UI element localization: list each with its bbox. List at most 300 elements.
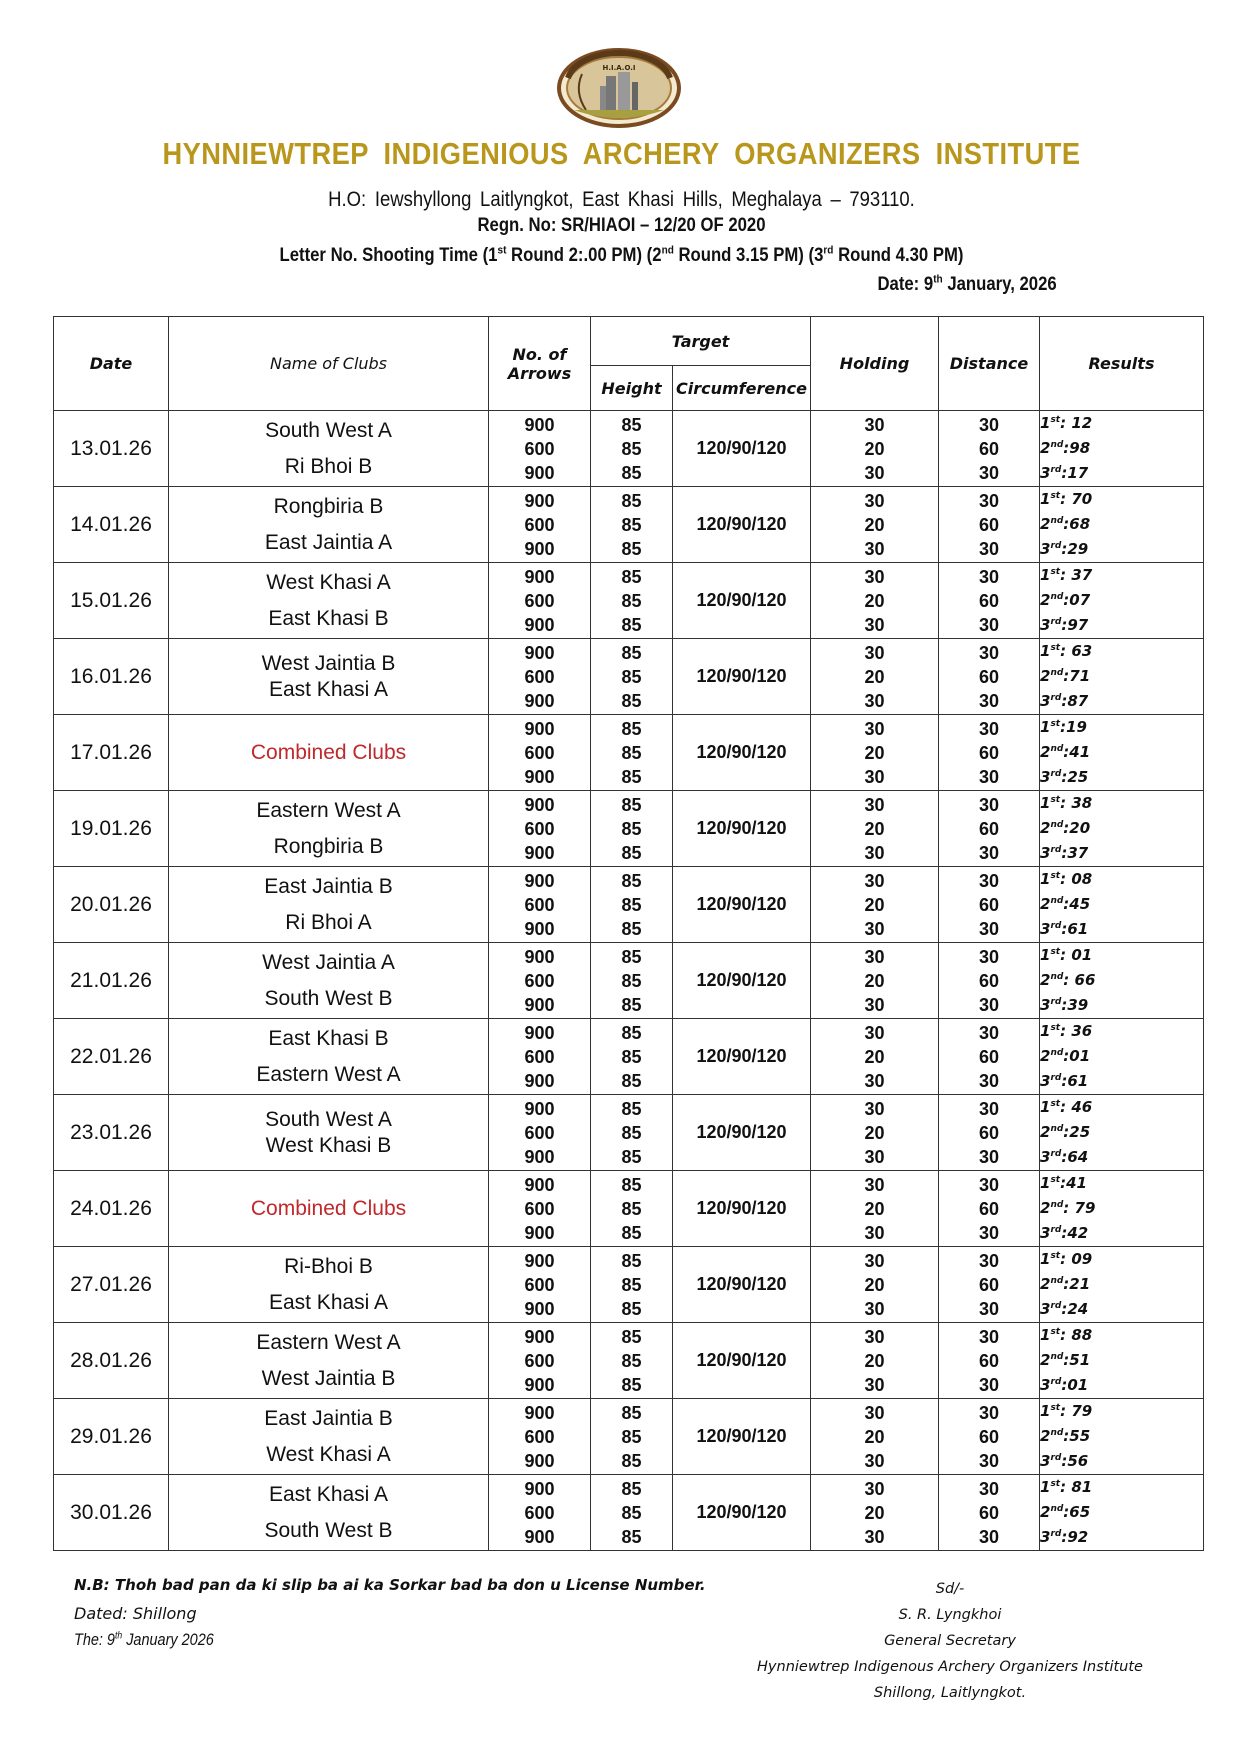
distance-value: 60 (978, 1350, 1000, 1371)
distance-value: 60 (978, 514, 1000, 535)
arrows-value: 600 (524, 818, 555, 839)
date-cell: 27.01.26 (54, 1247, 169, 1323)
arrows-value: 900 (524, 1070, 555, 1091)
result-entry: 1st: 70 (1040, 490, 1093, 508)
distance-cell (939, 487, 1040, 563)
date-cell: 30.01.26 (54, 1475, 169, 1551)
result-entry: 3rd:42 (1040, 1224, 1089, 1242)
height-value: 85 (621, 1022, 642, 1043)
distance-value: 60 (978, 1198, 1000, 1219)
arrows-value: 600 (524, 438, 555, 459)
distance-value: 30 (978, 566, 1000, 587)
arrows-value: 600 (524, 1198, 555, 1219)
distance-value: 30 (978, 1478, 1000, 1499)
height-cell (591, 1247, 673, 1323)
height-value: 85 (621, 918, 642, 939)
result-entry: 2nd:68 (1040, 515, 1091, 533)
club-name: Combined Clubs (250, 1196, 407, 1220)
distance-cell (939, 791, 1040, 867)
schedule-row (54, 563, 1204, 639)
club-name: Eastern West A (256, 1330, 401, 1354)
club-name: South West B (264, 986, 393, 1010)
holding-value: 30 (864, 462, 885, 483)
club-name: South West B (264, 1518, 393, 1542)
holding-cell (811, 1095, 939, 1171)
result-entry: 1st:19 (1040, 718, 1087, 736)
date-cell: 22.01.26 (54, 1019, 169, 1095)
result-entry: 1st: 79 (1040, 1402, 1093, 1420)
distance-value: 60 (978, 590, 1000, 611)
distance-value: 30 (978, 1450, 1000, 1471)
distance-value: 60 (978, 1122, 1000, 1143)
result-entry: 3rd:56 (1040, 1452, 1089, 1470)
distance-value: 30 (978, 538, 1000, 559)
results-cell (1040, 1171, 1204, 1247)
club-name: South West A (265, 418, 392, 442)
result-entry: 2nd:20 (1040, 819, 1091, 837)
date-cell: 29.01.26 (54, 1399, 169, 1475)
schedule-row (54, 1171, 1204, 1247)
club-name: East Jaintia B (264, 1406, 393, 1430)
arrows-value: 600 (524, 514, 555, 535)
schedule-row (54, 943, 1204, 1019)
clubs-cell (169, 563, 489, 639)
schedule-table (53, 316, 1204, 1551)
circumference-cell: 120/90/120 (673, 1095, 811, 1171)
club-name: East Jaintia A (264, 530, 393, 554)
height-value: 85 (621, 1326, 642, 1347)
holding-value: 30 (864, 1250, 885, 1271)
header-name-of-clubs: Name of Clubs (169, 317, 489, 411)
distance-value: 60 (978, 666, 1000, 687)
distance-cell (939, 1399, 1040, 1475)
header-distance: Distance (939, 317, 1040, 411)
holding-value: 20 (864, 590, 885, 611)
club-name: East Khasi A (268, 1290, 389, 1314)
arrows-value: 600 (524, 666, 555, 687)
arrows-value: 900 (524, 1250, 555, 1271)
holding-value: 20 (864, 742, 885, 763)
height-cell (591, 943, 673, 1019)
distance-cell (939, 639, 1040, 715)
result-entry: 3rd:24 (1040, 1300, 1089, 1318)
header-date: Date (54, 317, 169, 411)
distance-value: 30 (978, 994, 1000, 1015)
holding-value: 30 (864, 918, 885, 939)
nota-bene-note: N.B: Thoh bad pan da ki slip ba ai ka Sorkar bad ba don u License Number. (74, 1576, 706, 1594)
result-entry: 1st: 37 (1040, 566, 1093, 584)
result-entry: 2nd:65 (1040, 1503, 1091, 1521)
result-entry: 2nd:51 (1040, 1351, 1091, 1369)
clubs-cell (169, 1323, 489, 1399)
clubs-cell (169, 791, 489, 867)
arrows-value: 900 (524, 766, 555, 787)
arrows-value: 900 (524, 462, 555, 483)
date-cell: 23.01.26 (54, 1095, 169, 1171)
holding-value: 30 (864, 1374, 885, 1395)
height-value: 85 (621, 870, 642, 891)
schedule-row (54, 411, 1204, 487)
arrows-value: 600 (524, 894, 555, 915)
result-entry: 3rd:29 (1040, 540, 1089, 558)
result-entry: 3rd:87 (1040, 692, 1089, 710)
distance-cell (939, 867, 1040, 943)
distance-value: 60 (978, 438, 1000, 459)
holding-value: 30 (864, 490, 885, 511)
schedule-row (54, 867, 1204, 943)
arrows-value: 900 (524, 1298, 555, 1319)
clubs-cell (169, 1475, 489, 1551)
signatory-organization: Hynniewtrep Indigenous Archery Organizers Institute (757, 1659, 1143, 1675)
height-cell (591, 1171, 673, 1247)
height-value: 85 (621, 642, 642, 663)
clubs-cell (169, 639, 489, 715)
distance-value: 30 (978, 1098, 1000, 1119)
results-cell (1040, 1475, 1204, 1551)
schedule-row (54, 1475, 1204, 1551)
holding-value: 30 (864, 1526, 885, 1547)
club-name: Ri-Bhoi B (284, 1254, 373, 1278)
distance-value: 30 (978, 1022, 1000, 1043)
height-cell (591, 411, 673, 487)
arrows-value: 900 (524, 870, 555, 891)
club-name: Ri Bhoi B (284, 454, 373, 478)
holding-value: 30 (864, 414, 885, 435)
arrows-value: 900 (524, 1374, 555, 1395)
date-cell: 15.01.26 (54, 563, 169, 639)
arrows-value: 900 (524, 1174, 555, 1195)
height-value: 85 (621, 666, 642, 687)
club-name: West Khasi B (265, 1133, 392, 1157)
result-entry: 3rd:17 (1040, 464, 1089, 482)
header-results: Results (1040, 317, 1204, 411)
date-cell: 19.01.26 (54, 791, 169, 867)
result-entry: 3rd:25 (1040, 768, 1089, 786)
height-value: 85 (621, 894, 642, 915)
signatory-location: Shillong, Laitlyngkot. (873, 1685, 1027, 1701)
arrows-value: 900 (524, 1450, 555, 1471)
height-value: 85 (621, 1098, 642, 1119)
distance-value: 30 (978, 642, 1000, 663)
arrows-cell (489, 1171, 591, 1247)
holding-value: 30 (864, 1146, 885, 1167)
club-name: West Khasi A (266, 570, 391, 594)
result-entry: 2nd:41 (1040, 743, 1091, 761)
distance-value: 30 (978, 1146, 1000, 1167)
holding-value: 30 (864, 642, 885, 663)
distance-value: 30 (978, 842, 1000, 863)
arrows-value: 600 (524, 1502, 555, 1523)
result-entry: 1st: 63 (1040, 642, 1093, 660)
height-value: 85 (621, 514, 642, 535)
distance-cell (939, 411, 1040, 487)
clubs-cell (169, 487, 489, 563)
result-entry: 3rd:39 (1040, 996, 1089, 1014)
distance-value: 30 (978, 1326, 1000, 1347)
distance-cell (939, 1019, 1040, 1095)
height-value: 85 (621, 1122, 642, 1143)
clubs-cell (169, 1171, 489, 1247)
arrows-cell (489, 487, 591, 563)
result-entry: 2nd:25 (1040, 1123, 1091, 1141)
circumference-cell: 120/90/120 (673, 1019, 811, 1095)
holding-value: 30 (864, 718, 885, 739)
height-cell (591, 639, 673, 715)
clubs-cell (169, 943, 489, 1019)
height-value: 85 (621, 1274, 642, 1295)
result-entry: 1st: 38 (1040, 794, 1093, 812)
height-cell (591, 563, 673, 639)
club-name: Eastern West A (256, 798, 401, 822)
club-name: East Khasi B (268, 606, 389, 630)
result-entry: 1st: 46 (1040, 1098, 1093, 1116)
date-cell: 24.01.26 (54, 1171, 169, 1247)
club-name: West Khasi A (266, 1442, 391, 1466)
holding-cell (811, 563, 939, 639)
arrows-value: 900 (524, 994, 555, 1015)
holding-cell (811, 411, 939, 487)
schedule-row (54, 1019, 1204, 1095)
distance-value: 60 (978, 894, 1000, 915)
height-value: 85 (621, 1046, 642, 1067)
organization-logo (556, 48, 682, 128)
arrows-value: 600 (524, 1046, 555, 1067)
height-value: 85 (621, 462, 642, 483)
arrows-value: 600 (524, 970, 555, 991)
height-cell (591, 867, 673, 943)
clubs-cell (169, 1247, 489, 1323)
result-entry: 2nd:45 (1040, 895, 1091, 913)
height-value: 85 (621, 818, 642, 839)
height-value: 85 (621, 794, 642, 815)
schedule-row (54, 639, 1204, 715)
distance-value: 60 (978, 818, 1000, 839)
height-value: 85 (621, 1374, 642, 1395)
distance-value: 30 (978, 794, 1000, 815)
result-entry: 1st: 12 (1040, 414, 1093, 432)
arrows-value: 900 (524, 794, 555, 815)
holding-value: 30 (864, 766, 885, 787)
height-cell (591, 1323, 673, 1399)
holding-cell (811, 487, 939, 563)
date-cell: 28.01.26 (54, 1323, 169, 1399)
height-value: 85 (621, 1174, 642, 1195)
arrows-value: 900 (524, 538, 555, 559)
club-name: East Khasi B (268, 1026, 389, 1050)
holding-cell (811, 1475, 939, 1551)
results-cell (1040, 715, 1204, 791)
clubs-cell (169, 1399, 489, 1475)
holding-value: 20 (864, 970, 885, 991)
schedule-row (54, 1095, 1204, 1171)
height-value: 85 (621, 690, 642, 711)
results-cell (1040, 487, 1204, 563)
distance-value: 60 (978, 1046, 1000, 1067)
result-entry: 1st:41 (1040, 1174, 1087, 1192)
holding-cell (811, 1399, 939, 1475)
arrows-value: 900 (524, 842, 555, 863)
arrows-cell (489, 1247, 591, 1323)
distance-value: 30 (978, 870, 1000, 891)
club-name: East Khasi A (268, 677, 389, 701)
holding-value: 30 (864, 690, 885, 711)
results-cell (1040, 1399, 1204, 1475)
result-entry: 2nd:07 (1040, 591, 1091, 609)
arrows-value: 900 (524, 1146, 555, 1167)
arrows-value: 900 (524, 566, 555, 587)
arrows-cell (489, 715, 591, 791)
height-value: 85 (621, 1070, 642, 1091)
signature-block (740, 1576, 1160, 1706)
results-cell (1040, 791, 1204, 867)
holding-value: 20 (864, 894, 885, 915)
holding-value: 20 (864, 818, 885, 839)
height-cell (591, 1475, 673, 1551)
distance-cell (939, 1095, 1040, 1171)
schedule-row (54, 487, 1204, 563)
height-value: 85 (621, 842, 642, 863)
height-value: 85 (621, 1222, 642, 1243)
holding-value: 30 (864, 1478, 885, 1499)
dated-place: Dated: Shillong (74, 1604, 197, 1623)
height-cell (591, 791, 673, 867)
holding-value: 30 (864, 870, 885, 891)
height-value: 85 (621, 1146, 642, 1167)
dated-date: The: 9th January 2026 (74, 1630, 214, 1649)
distance-value: 60 (978, 1426, 1000, 1447)
distance-value: 30 (978, 462, 1000, 483)
holding-value: 30 (864, 614, 885, 635)
result-entry: 2nd:98 (1040, 439, 1091, 457)
holding-cell (811, 1247, 939, 1323)
distance-value: 30 (978, 718, 1000, 739)
holding-value: 30 (864, 566, 885, 587)
holding-value: 20 (864, 1198, 885, 1219)
arrows-value: 600 (524, 590, 555, 611)
holding-value: 30 (864, 842, 885, 863)
distance-value: 30 (978, 614, 1000, 635)
distance-value: 30 (978, 1222, 1000, 1243)
height-cell (591, 487, 673, 563)
header-height: Height (591, 366, 673, 411)
result-entry: 2nd: 66 (1040, 971, 1096, 989)
height-value: 85 (621, 970, 642, 991)
holding-value: 30 (864, 1298, 885, 1319)
header-no-of-arrows: No. of Arrows (489, 317, 591, 411)
arrows-value: 900 (524, 614, 555, 635)
result-entry: 2nd:01 (1040, 1047, 1091, 1065)
arrows-cell (489, 943, 591, 1019)
arrows-value: 600 (524, 742, 555, 763)
height-value: 85 (621, 490, 642, 511)
result-entry: 3rd:01 (1040, 1376, 1089, 1394)
distance-value: 30 (978, 690, 1000, 711)
schedule-row (54, 1399, 1204, 1475)
shooting-time-line: Letter No. Shooting Time (1st Round 2:.00 PM) (2nd Round 3.15 PM) (3rd Round 4.30 PM) (279, 244, 964, 266)
result-entry: 3rd:97 (1040, 616, 1089, 634)
result-entry: 2nd:55 (1040, 1427, 1091, 1445)
height-value: 85 (621, 742, 642, 763)
holding-value: 20 (864, 1502, 885, 1523)
results-cell (1040, 1095, 1204, 1171)
height-value: 85 (621, 414, 642, 435)
height-value: 85 (621, 1250, 642, 1271)
arrows-value: 600 (524, 1122, 555, 1143)
club-name: Eastern West A (256, 1062, 401, 1086)
circumference-cell: 120/90/120 (673, 1475, 811, 1551)
arrows-cell (489, 563, 591, 639)
holding-value: 20 (864, 1426, 885, 1447)
organization-title: HYNNIEWTREP INDIGENIOUS ARCHERY ORGANIZERS INSTITUTE (162, 136, 1081, 171)
arrows-cell (489, 791, 591, 867)
height-cell (591, 715, 673, 791)
holding-value: 30 (864, 1022, 885, 1043)
distance-value: 30 (978, 1374, 1000, 1395)
distance-cell (939, 1475, 1040, 1551)
holding-value: 20 (864, 1122, 885, 1143)
arrows-cell (489, 1019, 591, 1095)
club-name: Rongbiria B (273, 494, 384, 518)
date-cell: 16.01.26 (54, 639, 169, 715)
arrows-value: 600 (524, 1426, 555, 1447)
holding-value: 30 (864, 538, 885, 559)
results-cell (1040, 411, 1204, 487)
circumference-cell: 120/90/120 (673, 867, 811, 943)
holding-cell (811, 943, 939, 1019)
holding-value: 30 (864, 1450, 885, 1471)
signatory-designation: General Secretary (884, 1633, 1016, 1649)
arrows-value: 900 (524, 642, 555, 663)
holding-value: 30 (864, 994, 885, 1015)
circumference-cell: 120/90/120 (673, 487, 811, 563)
result-entry: 3rd:61 (1040, 1072, 1089, 1090)
height-value: 85 (621, 438, 642, 459)
club-name: Rongbiria B (273, 834, 384, 858)
registration-number: Regn. No: SR/HIAOI – 12/20 OF 2020 (477, 215, 766, 236)
distance-value: 30 (978, 766, 1000, 787)
height-value: 85 (621, 1350, 642, 1371)
arrows-value: 900 (524, 1022, 555, 1043)
arrows-value: 900 (524, 1526, 555, 1547)
results-cell (1040, 1323, 1204, 1399)
results-cell (1040, 563, 1204, 639)
archery-emblem-icon (556, 48, 682, 128)
arrows-value: 900 (524, 1098, 555, 1119)
result-entry: 3rd:92 (1040, 1528, 1089, 1546)
results-cell (1040, 943, 1204, 1019)
distance-value: 30 (978, 918, 1000, 939)
clubs-cell (169, 715, 489, 791)
holding-value: 30 (864, 1174, 885, 1195)
signature-sd: Sd/- (935, 1581, 965, 1597)
result-entry: 1st: 81 (1040, 1478, 1093, 1496)
holding-value: 30 (864, 1222, 885, 1243)
distance-cell (939, 943, 1040, 1019)
distance-value: 30 (978, 1070, 1000, 1091)
height-value: 85 (621, 1526, 642, 1547)
distance-value: 30 (978, 1526, 1000, 1547)
result-entry: 3rd:61 (1040, 920, 1089, 938)
height-cell (591, 1399, 673, 1475)
date-cell: 17.01.26 (54, 715, 169, 791)
height-value: 85 (621, 1298, 642, 1319)
holding-cell (811, 639, 939, 715)
distance-value: 30 (978, 490, 1000, 511)
date-cell: 13.01.26 (54, 411, 169, 487)
holding-cell (811, 791, 939, 867)
result-entry: 2nd: 79 (1040, 1199, 1096, 1217)
arrows-value: 900 (524, 490, 555, 511)
